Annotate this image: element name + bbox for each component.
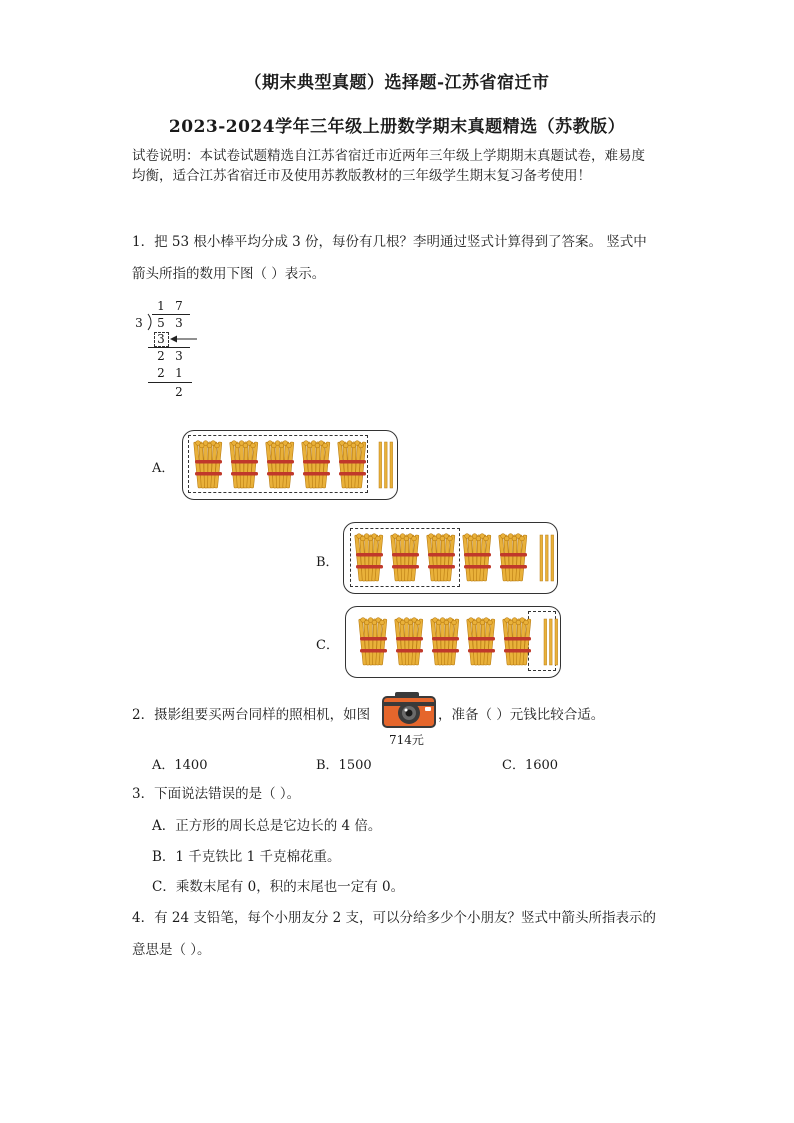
stick-bundle-icon bbox=[499, 534, 527, 581]
single-stick-icon bbox=[379, 442, 382, 488]
q1-option-a-label[interactable]: A． bbox=[152, 461, 175, 476]
stick-bundle-icon bbox=[503, 618, 531, 665]
title-line-2: 2023-2024学年三年级上册数学期末真题精选（苏教版） bbox=[168, 117, 626, 137]
single-stick-icon bbox=[546, 535, 549, 581]
stick-bundle-icon bbox=[302, 441, 330, 488]
quotient-digit: 7 bbox=[175, 299, 183, 313]
q1-option-c-label[interactable]: C． bbox=[316, 638, 339, 653]
step2-digit: 2 bbox=[157, 366, 165, 380]
division-bracket bbox=[147, 313, 155, 331]
q4-stem-line-1: 4．有 24 支铅笔，每个小朋友分 2 支，可以分给多少个小朋友？竖式中箭头所指表示的 bbox=[132, 910, 657, 926]
final-remainder: 2 bbox=[175, 385, 183, 399]
q3-stem: 3．下面说法错误的是（ ）。 bbox=[132, 786, 301, 802]
q3-option-a[interactable]: A．正方形的周长总是它边长的 4 倍。 bbox=[152, 818, 382, 834]
sticks-illustration bbox=[356, 613, 566, 669]
q1-option-b-picture[interactable] bbox=[343, 522, 558, 594]
intro-line-2: 均衡，适合江苏省宿迁市及使用苏教版教材的三年级学生期末复习备考使用！ bbox=[132, 168, 591, 184]
stick-bundle-icon bbox=[391, 534, 419, 581]
q4-stem-line-2: 意思是（ ）。 bbox=[132, 942, 211, 958]
q2-option-b[interactable]: B．1500 bbox=[316, 758, 372, 773]
camera-price: 714元 bbox=[389, 733, 424, 747]
divisor: 3 bbox=[135, 316, 143, 330]
single-stick-icon bbox=[540, 535, 543, 581]
arrow-left-icon bbox=[170, 334, 198, 344]
q3-option-b[interactable]: B．1 千克铁比 1 千克棉花重。 bbox=[152, 849, 341, 865]
q1-option-b-label[interactable]: B． bbox=[316, 555, 339, 570]
q2-option-c[interactable]: C．1600 bbox=[502, 758, 559, 773]
dividend-digit: 3 bbox=[175, 316, 183, 330]
stick-bundle-icon bbox=[194, 441, 222, 488]
sticks-illustration bbox=[352, 529, 562, 585]
step2-digit: 1 bbox=[175, 366, 183, 380]
single-stick-icon bbox=[544, 619, 547, 665]
stick-bundle-icon bbox=[427, 534, 455, 581]
stick-bundle-icon bbox=[355, 534, 383, 581]
q2-stem-prefix: 2．摄影组要买两台同样的照相机，如图 bbox=[132, 707, 371, 723]
q3-option-c[interactable]: C．乘数末尾有 0，积的末尾也一定有 0。 bbox=[152, 879, 405, 895]
intro-line-1: 试卷说明：本试卷试题精选自江苏省宿迁市近两年三年级上学期期末真题试卷，难易度 bbox=[132, 148, 645, 164]
q2-stem-suffix: ，准备（ ）元钱比较合适。 bbox=[438, 707, 605, 723]
q1-option-a-picture[interactable] bbox=[182, 430, 398, 500]
single-stick-icon bbox=[555, 619, 558, 665]
single-stick-icon bbox=[390, 442, 393, 488]
long-division bbox=[130, 296, 210, 406]
stick-bundle-icon bbox=[467, 618, 495, 665]
q1-stem-line-2: 箭头所指的数用下图（ ）表示。 bbox=[132, 266, 326, 282]
stick-bundle-icon bbox=[463, 534, 491, 581]
single-stick-icon bbox=[550, 619, 553, 665]
stick-bundle-icon bbox=[359, 618, 387, 665]
dividend-digit: 5 bbox=[157, 316, 165, 330]
single-stick-icon bbox=[385, 442, 388, 488]
q1-stem-line-1: 1．把 53 根小棒平均分成 3 份，每份有几根？李明通过竖式计算得到了答案。 竖式中 bbox=[132, 234, 647, 250]
remainder1-digit: 3 bbox=[175, 349, 183, 363]
stick-bundle-icon bbox=[338, 441, 366, 488]
title-line-1: （期末典型真题）选择题-江苏省宿迁市 bbox=[244, 73, 550, 93]
remainder1-digit: 2 bbox=[157, 349, 165, 363]
stick-bundle-icon bbox=[230, 441, 258, 488]
sticks-illustration bbox=[191, 436, 401, 492]
step1-digit: 3 bbox=[157, 332, 165, 346]
stick-bundle-icon bbox=[431, 618, 459, 665]
q1-option-c-picture[interactable] bbox=[345, 606, 561, 678]
stick-bundle-icon bbox=[395, 618, 423, 665]
quotient-digit: 1 bbox=[157, 299, 165, 313]
single-stick-icon bbox=[551, 535, 554, 581]
camera-icon bbox=[381, 690, 437, 730]
stick-bundle-icon bbox=[266, 441, 294, 488]
q2-option-a[interactable]: A．1400 bbox=[152, 758, 208, 773]
